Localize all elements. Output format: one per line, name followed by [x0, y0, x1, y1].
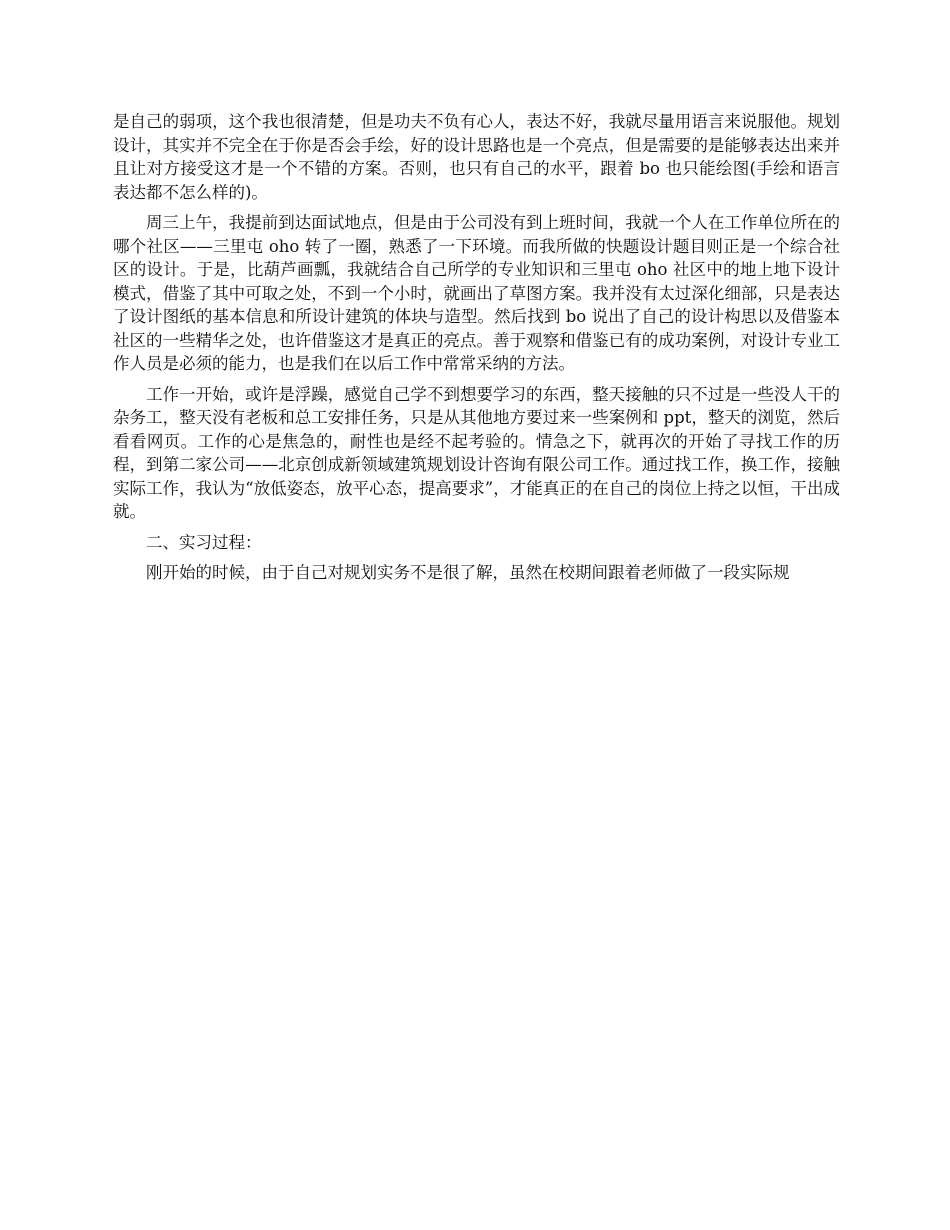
- section-heading-internship-process: 二、实习过程：: [146, 532, 262, 552]
- paragraph-2: 周三上午，我提前到达面试地点，但是由于公司没有到上班时间，我就一个人在工作单位所在的哪个社区——三里屯 oho 转了一圈，熟悉了一下环境。而我所做的快题设计题目则正是一个综合社区的设计。于是，比葫芦画瓢，我就结合自己所学的专业知识和三里屯 oho 社区中的地上地下设计模式，借鉴了其中可取之处，不到一个小时，就画出了草图方案。我并没有太过深化细部，只是表达了设计图纸的基本信息和所设计建筑的体块与造型。然后找到 bo 说出了自己的设计构思以及借鉴本社区的一些精华之处，也许借鉴这才是真正的亮点。善于观察和借鉴已有的成功案例，对设计专业工作人员是必须的能力，也是我们在以后工作中常常采纳的方法。: [113, 213, 840, 373]
- paragraph-5: 刚开始的时候，由于自己对规划实务不是很了解，虽然在校期间跟着老师做了一段实际规: [146, 563, 790, 582]
- paragraph-3: 工作一开始，或许是浮躁，感觉自己学不到想要学习的东西，整天接触的只不过是一些没人干的杂务工，整天没有老板和总工安排任务，只是从其他地方要过来一些案例和 ppt，整天的浏览，然后看看网页。工作的心是焦急的，耐性也是经不起考验的。情急之下，就再次的开始了寻找工作的历程，到第二家公司——北京创成新领域建筑规划设计咨询有限公司工作。通过找工作，换工作，接触实际工作，我认为“放低姿态，放平心态，提高要求”，才能真正的在自己的岗位上持之以恒，干出成就。: [113, 384, 840, 521]
- document-body: [113, 110, 840, 592]
- paragraph-1: 是自己的弱项，这个我也很清楚，但是功夫不负有心人，表达不好，我就尽量用语言来说服他。规划设计，其实并不完全在于你是否会手绘，好的设计思路也是一个亮点，但是需要的是能够表达出来并且让对方接受这才是一个不错的方案。否则，也只有自己的水平，跟着 bo 也只能绘图(手绘和语言表达都不怎么样的)。: [113, 112, 840, 202]
